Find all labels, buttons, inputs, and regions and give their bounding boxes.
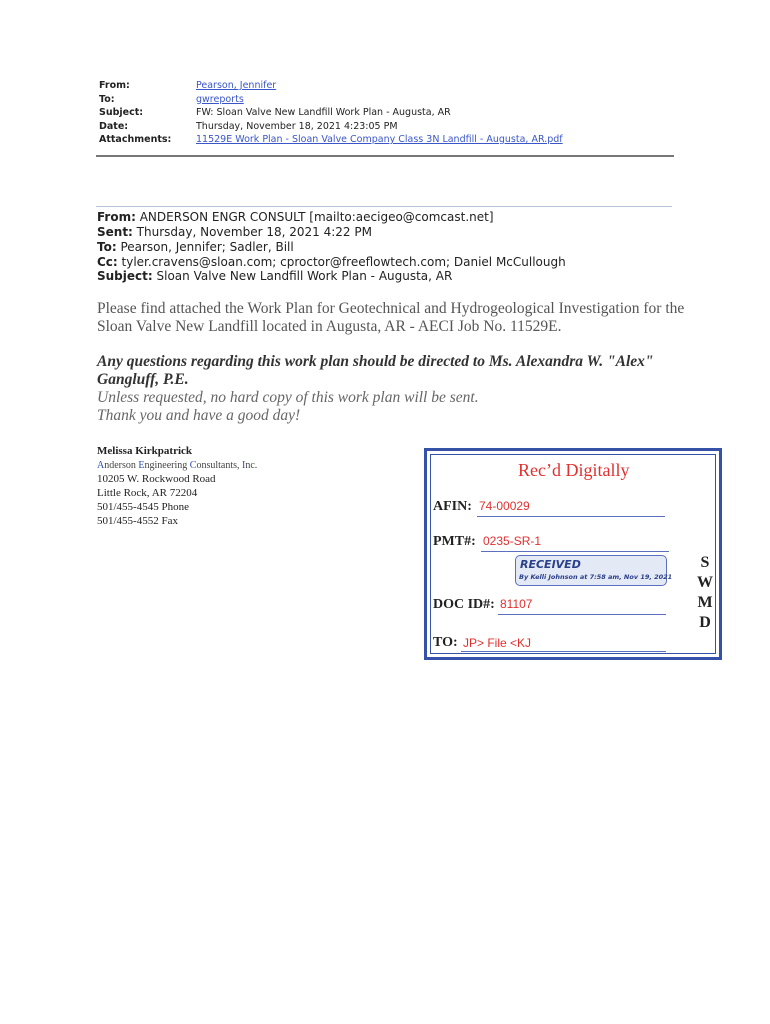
pmt-value: 0235-SR-1 [483,534,542,548]
word: nc. [245,460,258,471]
header-label: From: [99,80,130,91]
doc-id-value: 81107 [500,597,533,611]
header-link[interactable]: gwreports [196,93,244,105]
label: Subject: [97,269,153,283]
header-divider [96,155,674,157]
fwd-from [97,210,494,224]
fwd-sent [97,225,372,239]
header-value: FW: Sloan Valve New Landfill Work Plan - Augusta, AR [196,107,451,118]
label: Cc: [97,255,118,269]
fwd-subject [97,269,452,283]
received-by: By Kelli Johnson at 7:58 am, Nov 19, 2021 [519,573,673,581]
value: ANDERSON ENGR CONSULT [mailto:aecigeo@comcast.net] [135,210,494,224]
label: From: [97,210,136,224]
letter: M [697,594,713,611]
value: Sloan Valve New Landfill Work Plan - Augusta, AR [152,269,453,283]
initial: A [97,460,105,471]
signature-line: 501/455-4545 Phone [97,501,189,513]
body-line: Please find attached the Work Plan for Geotechnical and Hydrogeological Investigation for the [97,300,685,317]
initial: C [189,460,197,471]
doc-id-label: DOC ID#: [433,597,495,612]
signature-line: 10205 W. Rockwood Road [97,473,216,485]
value: Thursday, November 18, 2021 4:22 PM [132,225,372,239]
word: ngineering [144,460,190,471]
body-bold-line: Gangluff, P.E. [97,371,189,388]
stamp-title: Rec’d Digitally [518,460,630,480]
initial: I [242,460,246,471]
fwd-to [97,240,294,254]
afin-label: AFIN: [433,499,472,514]
signature-name: Melissa Kirkpatrick [97,445,193,457]
header-link[interactable]: 11529E Work Plan - Sloan Valve Company Class 3N Landfill - Augusta, AR.pdf [196,134,563,145]
letter: W [697,574,713,591]
received-badge [515,555,673,586]
pmt-label: PMT#: [433,534,476,549]
body-italic-line: Unless requested, no hard copy of this work plan will be sent. [97,389,479,406]
forward-divider [96,206,672,207]
initial: E [138,460,145,471]
body-line: Sloan Valve New Landfill located in Augusta, AR - AECI Job No. 11529E. [97,318,562,335]
header-label: Subject: [99,107,144,118]
word: onsultants, [196,460,243,471]
body-italic-line: Thank you and have a good day! [97,407,301,424]
header-label: Attachments: [99,134,172,145]
signature-company [97,460,257,471]
body-bold-line: Any questions regarding this work plan should be directed to Ms. Alexandra W. "Alex" [97,353,654,370]
value: tyler.cravens@sloan.com; cproctor@freeflowtech.com; Daniel McCullough [117,255,566,269]
label: Sent: [97,225,133,239]
letter: S [700,554,710,571]
word: nderson [104,460,139,471]
swmd-letters [697,553,713,633]
to-value: JP> File <KJ [463,636,532,650]
header-value: Thursday, November 18, 2021 4:23:05 PM [196,120,398,132]
signature-line: 501/455-4552 Fax [97,515,178,527]
to-label: TO: [433,635,458,650]
afin-value: 74-00029 [479,499,530,513]
header-label: To: [99,93,115,105]
letter: D [699,614,711,631]
header-label: Date: [99,120,129,132]
received-stamp [424,448,722,660]
label: To: [97,240,117,254]
header-link[interactable]: Pearson, Jennifer [196,80,277,91]
fwd-cc [97,255,566,269]
received-text: RECEIVED [520,558,581,571]
value: Pearson, Jennifer; Sadler, Bill [116,240,294,254]
signature-line: Little Rock, AR 72204 [97,487,198,499]
